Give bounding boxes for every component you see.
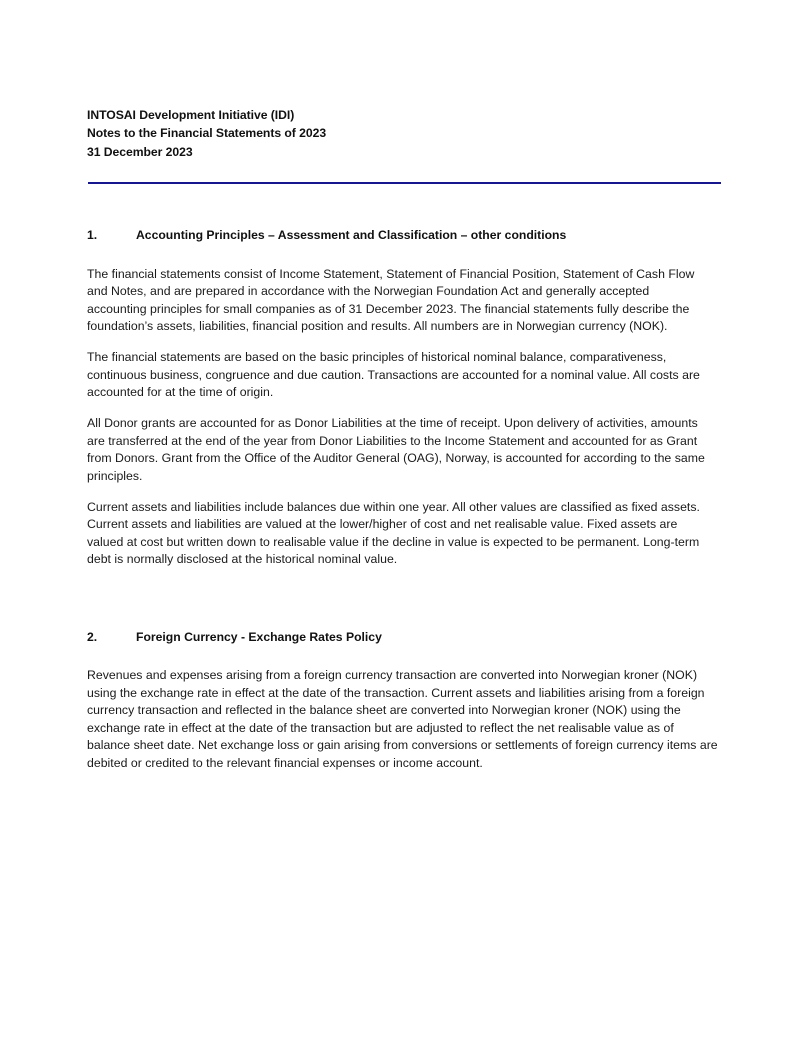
header-organization: INTOSAI Development Initiative (IDI) bbox=[87, 108, 295, 122]
section-1-paragraph-3: All Donor grants are accounted for as Donor Liabilities at the time of receipt. Upon delivery of activities, amounts are transferred at the end of the year from Donor Liabilities to the Income Statement and accounted for as Grant from Donors. Grant from the Office of the Auditor General (OAG), Norway, is accounted for according to the same principles. bbox=[87, 416, 705, 483]
document-content bbox=[87, 106, 721, 772]
section-2-heading bbox=[87, 629, 721, 647]
section-2-paragraph-1: Revenues and expenses arising from a foreign currency transaction are converted into Norwegian kroner (NOK) using the exchange rate in effect at the date of the transaction. Current assets and liabilities arising from a foreign currency transaction and reflected in the balance sheet are converted into Norwegian kroner (NOK) using the exchange rate in effect at the date of the transaction but are adjusted to reflect the net realisable value as of balance sheet date. Net exchange loss or gain arising from conversions or settlements of foreign currency items are debited or credited to the relevant financial expenses or income account. bbox=[87, 668, 718, 770]
section-1-heading bbox=[87, 227, 721, 245]
section-1-title: Accounting Principles – Assessment and Classification – other conditions bbox=[136, 228, 567, 243]
section-1-paragraph-1: The financial statements consist of Income Statement, Statement of Financial Position, Statement of Cash Flow and Notes, and are prepared in accordance with the Norwegian Foundation Act and generally accepted accounting principles for small companies as of 31 December 2023. The financial statements fully describe the foundation’s assets, liabilities, financial position and results. All numbers are in Norwegian currency (NOK). bbox=[87, 266, 695, 334]
section-1-paragraph-4: Current assets and liabilities include balances due within one year. All other values are classified as fixed assets. Current assets and liabilities are valued at the lower/higher of cost and net realisable value. Fixed assets are valued at cost but written down to realisable value if the decline in value is expected to be permanent. Long-term debt is normally disclosed at the historical nominal value. bbox=[87, 499, 700, 567]
section-2-title: Foreign Currency - Exchange Rates Policy bbox=[136, 629, 382, 644]
section-1-number: 1. bbox=[87, 228, 98, 243]
document-header bbox=[87, 106, 721, 161]
header-divider-rule bbox=[88, 182, 721, 184]
header-title: Notes to the Financial Statements of 2023 bbox=[87, 126, 327, 141]
section-2-number: 2. bbox=[87, 629, 98, 644]
header-date: 31 December 2023 bbox=[87, 144, 193, 159]
section-1-paragraph-2: The financial statements are based on the basic principles of historical nominal balance, comparativeness, continuous business, congruence and due caution. Transactions are accounted for a nominal value. All costs are accounted for at the time of origin. bbox=[87, 350, 700, 400]
